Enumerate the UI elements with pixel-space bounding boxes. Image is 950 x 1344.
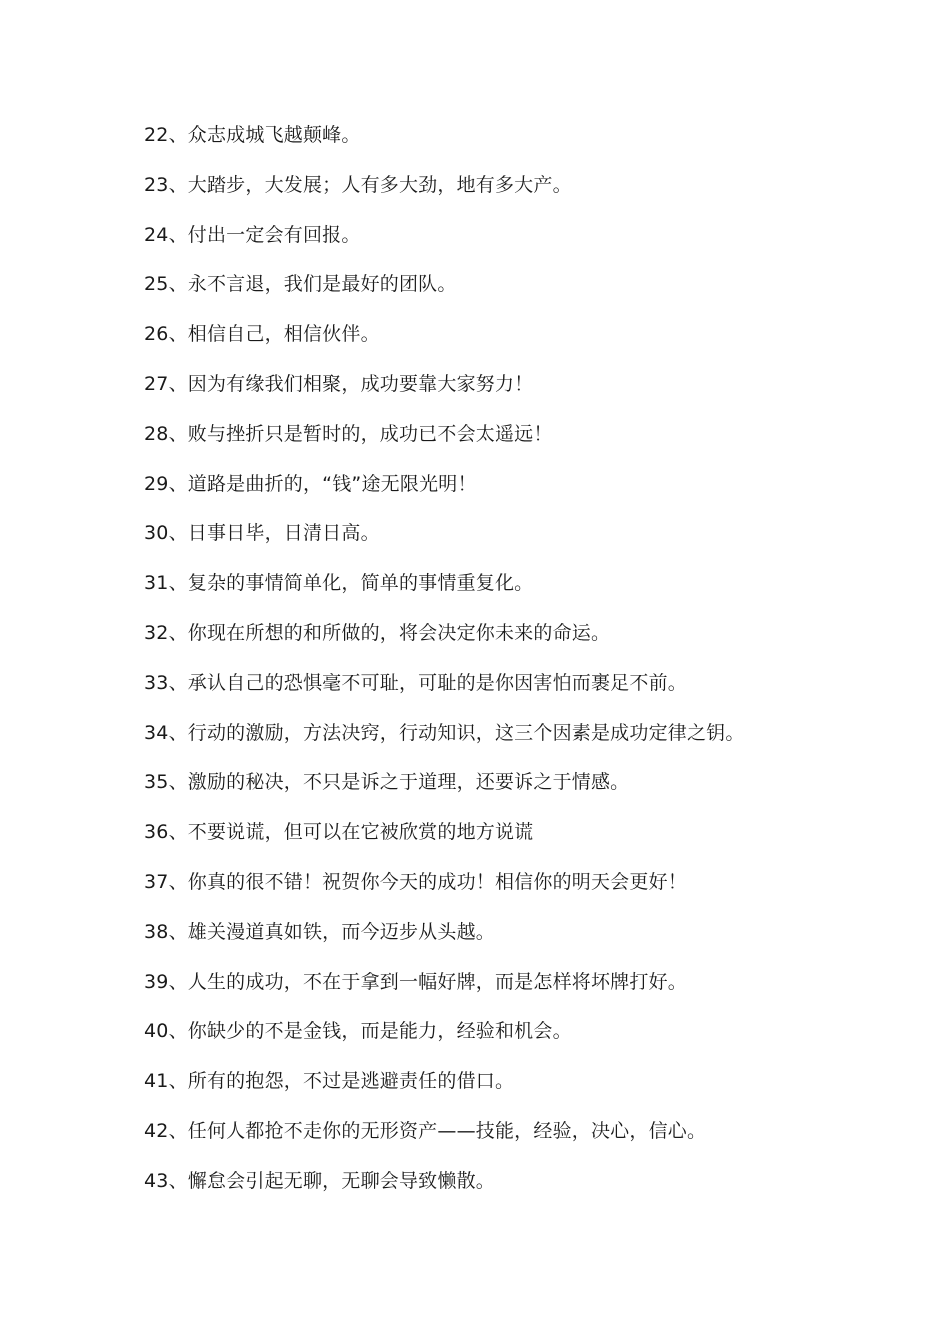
slogan-list: [144, 120, 924, 1216]
list-item: 32、你现在所想的和所做的，将会决定你未来的命运。: [144, 621, 611, 644]
list-item: 27、因为有缘我们相聚，成功要靠大家努力！: [144, 372, 534, 395]
list-item: 31、复杂的事情简单化，简单的事情重复化。: [144, 572, 534, 595]
list-item: 37、你真的很不错！祝贺你今天的成功！相信你的明天会更好！: [144, 870, 687, 893]
list-item: 42、任何人都抢不走你的无形资产——技能，经验，决心，信心。: [144, 1119, 707, 1142]
list-item: 41、所有的抱怨，不过是逃避责任的借口。: [144, 1070, 515, 1093]
list-item: 23、大踏步，大发展；人有多大劲，地有多大产。: [144, 173, 572, 196]
list-item: 33、承认自己的恐惧毫不可耻，可耻的是你因害怕而裹足不前。: [144, 671, 687, 694]
list-item: 28、败与挫折只是暂时的，成功已不会太遥远！: [144, 422, 553, 445]
list-item: 43、懈怠会引起无聊，无聊会导致懒散。: [144, 1169, 495, 1192]
list-item: 29、道路是曲折的，“钱”途无限光明！: [144, 472, 477, 495]
list-item: 38、雄关漫道真如铁，而今迈步从头越。: [144, 920, 495, 943]
list-item: 25、永不言退，我们是最好的团队。: [144, 273, 457, 296]
list-item: 39、人生的成功，不在于拿到一幅好牌，而是怎样将坏牌打好。: [144, 970, 687, 993]
list-item: 36、不要说谎，但可以在它被欣赏的地方说谎: [144, 821, 534, 844]
list-item: 26、相信自己，相信伙伴。: [144, 323, 380, 346]
list-item: 30、日事日毕，日清日高。: [144, 522, 380, 545]
list-item: 22、众志成城飞越颠峰。: [144, 124, 361, 146]
list-item: 24、付出一定会有回报。: [144, 223, 361, 246]
list-item: 40、你缺少的不是金钱，而是能力，经验和机会。: [144, 1020, 572, 1043]
list-item: 34、行动的激励，方法决窍，行动知识，这三个因素是成功定律之钥。: [144, 721, 745, 744]
list-item: 35、激励的秘决，不只是诉之于道理，还要诉之于情感。: [144, 771, 630, 794]
